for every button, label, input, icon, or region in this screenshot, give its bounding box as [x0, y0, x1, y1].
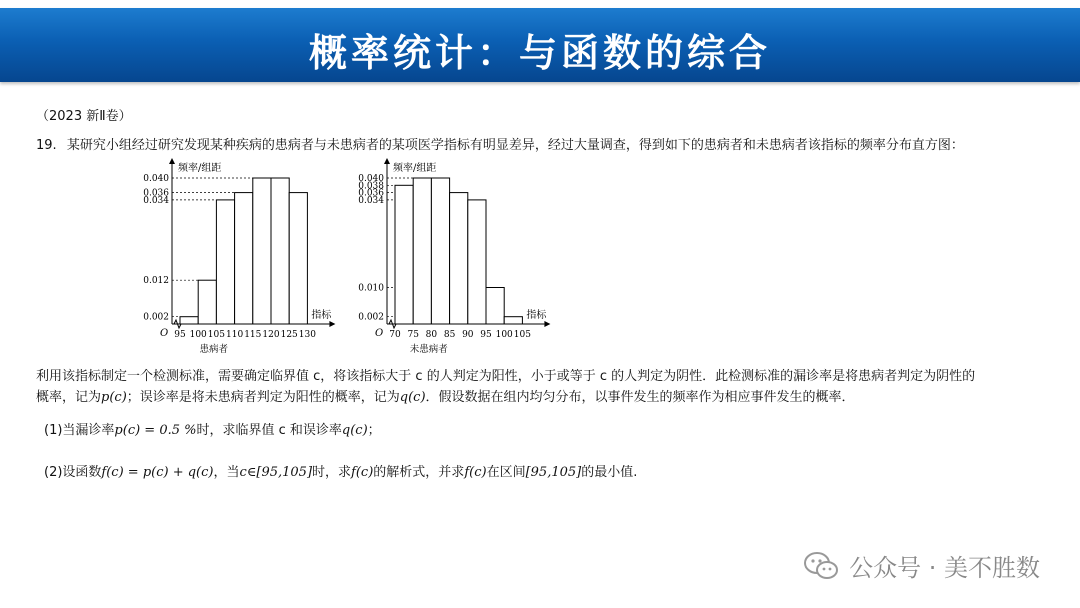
- histogram-bar: [198, 280, 216, 324]
- criteria-line-1: 利用该指标制定一个检测标准，需要确定临界值 c，将该指标大于 c 的人判定为阳性，小于或等于 c 的人判定为阴性．此检测标准的漏诊率是将患病者判定为阴性的: [36, 369, 976, 384]
- histogram-bar: [271, 178, 289, 324]
- histogram-bar: [486, 288, 504, 325]
- y-tick-label: 0.034: [358, 195, 384, 206]
- histogram-bar: [413, 178, 431, 324]
- q2-text-i: 在区间: [486, 465, 526, 480]
- x-tick-label: 105: [207, 330, 225, 340]
- x-tick-label: 75: [407, 330, 419, 340]
- histogram-bar: [468, 200, 486, 324]
- question-2: [44, 463, 637, 483]
- question-1: [44, 421, 381, 441]
- x-tick-label: 95: [174, 330, 186, 340]
- q2-formula-b: f(c) = p(c) + q(c): [101, 465, 214, 480]
- criteria-line-2: [36, 388, 855, 408]
- wechat-icon: [803, 551, 839, 581]
- y-axis-arrow: [384, 158, 390, 164]
- histogram-non-patients: [345, 158, 565, 363]
- q2-formula-h: f(c): [464, 465, 487, 480]
- histogram-bar: [253, 178, 271, 324]
- q2-text-c: ，当: [213, 465, 240, 480]
- x-axis-arrow: [544, 321, 550, 327]
- x-tick-label: 105: [513, 330, 531, 340]
- title-banner: [0, 8, 1080, 82]
- x-tick-label: 90: [462, 330, 474, 340]
- source-label: （2023 新Ⅱ卷）: [36, 109, 132, 124]
- y-tick-label: 0.040: [143, 174, 169, 184]
- y-tick-label: 0.036: [143, 188, 169, 199]
- q2-formula-j: [95,105]: [525, 465, 582, 480]
- histogram-bar: [395, 185, 413, 324]
- y-tick-label: 0.012: [143, 276, 169, 287]
- origin-label: O: [375, 328, 384, 339]
- y-tick-label: 0.040: [358, 174, 384, 184]
- histogram-bar: [431, 178, 449, 324]
- histogram-bar: [450, 193, 468, 324]
- q1-text-a: (1)当漏诊率: [44, 423, 115, 438]
- criteria-text-a: 概率，记为: [36, 390, 102, 405]
- histogram-bar: [216, 200, 234, 324]
- y-tick-label: 0.038: [358, 181, 384, 192]
- q2-text-g: 的解析式，并求: [373, 465, 465, 480]
- q2-formula-f: f(c): [351, 465, 374, 480]
- x-axis-arrow: [329, 321, 335, 327]
- y-tick-label: 0.036: [358, 188, 384, 199]
- problem-intro-text: 某研究小组经过研究发现某种疾病的患病者与未患病者的某项医学指标有明显差异，经过大量调查，得到如下的患病者和未患病者该指标的频率分布直方图：: [66, 138, 964, 153]
- formula-qc: q(c): [399, 390, 426, 405]
- histogram-bar: [504, 317, 522, 324]
- page-title: 概率统计：与函数的综合: [308, 30, 771, 75]
- footer-account: 公众号 · 美不胜数: [849, 554, 1040, 582]
- x-tick-label: 95: [480, 330, 492, 340]
- y-tick-label: 0.034: [143, 195, 169, 206]
- problem-number: 19.: [36, 138, 57, 153]
- footer-watermark: [803, 548, 1040, 583]
- x-tick-label: 100: [495, 330, 513, 340]
- x-tick-label: 110: [226, 330, 244, 340]
- histogram-bar: [180, 317, 198, 324]
- x-tick-label: 130: [298, 330, 316, 340]
- origin-label: O: [160, 328, 169, 339]
- q1-formula-d: q(c): [341, 423, 368, 438]
- x-axis-label: 指标: [311, 310, 332, 321]
- x-tick-label: 125: [280, 330, 298, 340]
- q1-text-e: ；: [367, 423, 381, 438]
- chart-caption: 未患病者: [409, 344, 448, 355]
- problem-intro: [36, 136, 964, 156]
- histogram-bar: [289, 193, 307, 324]
- x-tick-label: 70: [389, 330, 401, 340]
- x-tick-label: 85: [443, 330, 456, 340]
- y-axis-label: 频率/组距: [178, 163, 222, 174]
- q2-text-a: (2)设函数: [44, 465, 102, 480]
- y-axis-label: 频率/组距: [393, 163, 437, 174]
- y-tick-label: 0.010: [358, 283, 384, 294]
- x-axis-label: 指标: [526, 310, 547, 321]
- criteria-text-e: ．假设数据在组内均匀分布，以事件发生的频率作为相应事件发生的概率．: [425, 390, 855, 405]
- q2-formula-d: c∈[95,105]: [239, 465, 313, 480]
- x-tick-label: 120: [262, 330, 280, 340]
- y-axis-arrow: [169, 158, 175, 164]
- q2-text-e: 时，求: [312, 465, 352, 480]
- q1-text-c: 时，求临界值 c 和误诊率: [196, 423, 342, 438]
- histogram-bar: [235, 193, 253, 324]
- formula-pc: p(c): [101, 390, 127, 405]
- q2-text-k: 的最小值.: [581, 465, 638, 480]
- q1-formula-b: p(c) = 0.5 %: [114, 423, 197, 438]
- x-tick-label: 115: [244, 330, 262, 340]
- y-tick-label: 0.002: [143, 312, 169, 323]
- y-tick-label: 0.002: [358, 312, 384, 323]
- x-tick-label: 80: [425, 330, 438, 340]
- criteria-text-c: ；误诊率是将未患病者判定为阳性的概率，记为: [126, 390, 400, 405]
- chart-caption: 患病者: [199, 344, 228, 355]
- x-tick-label: 100: [189, 330, 207, 340]
- histogram-patients: [130, 158, 350, 363]
